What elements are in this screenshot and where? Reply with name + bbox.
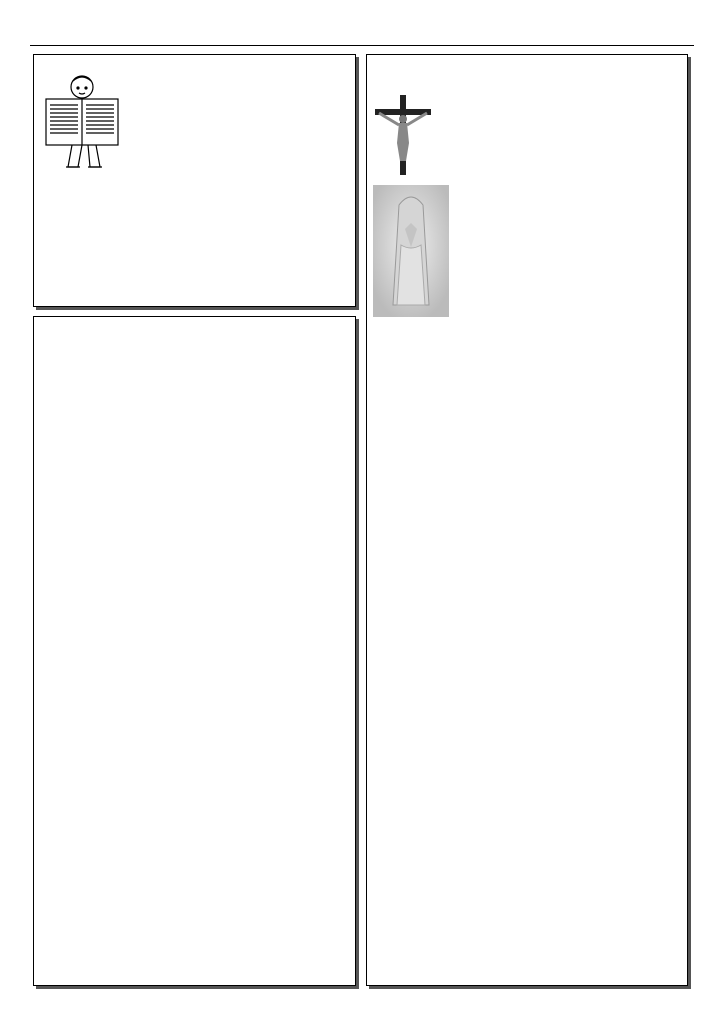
crucifix-image — [373, 93, 433, 177]
madonna-of-lourdes-image — [373, 185, 449, 317]
beatification-article-box — [33, 316, 356, 986]
header-rule — [30, 45, 694, 46]
newspaper-reader-illustration — [38, 73, 126, 177]
parish-life-box — [33, 54, 356, 307]
page-header — [30, 26, 694, 42]
article-body — [40, 423, 349, 429]
litany-box — [366, 54, 688, 986]
litany-main — [373, 318, 683, 339]
